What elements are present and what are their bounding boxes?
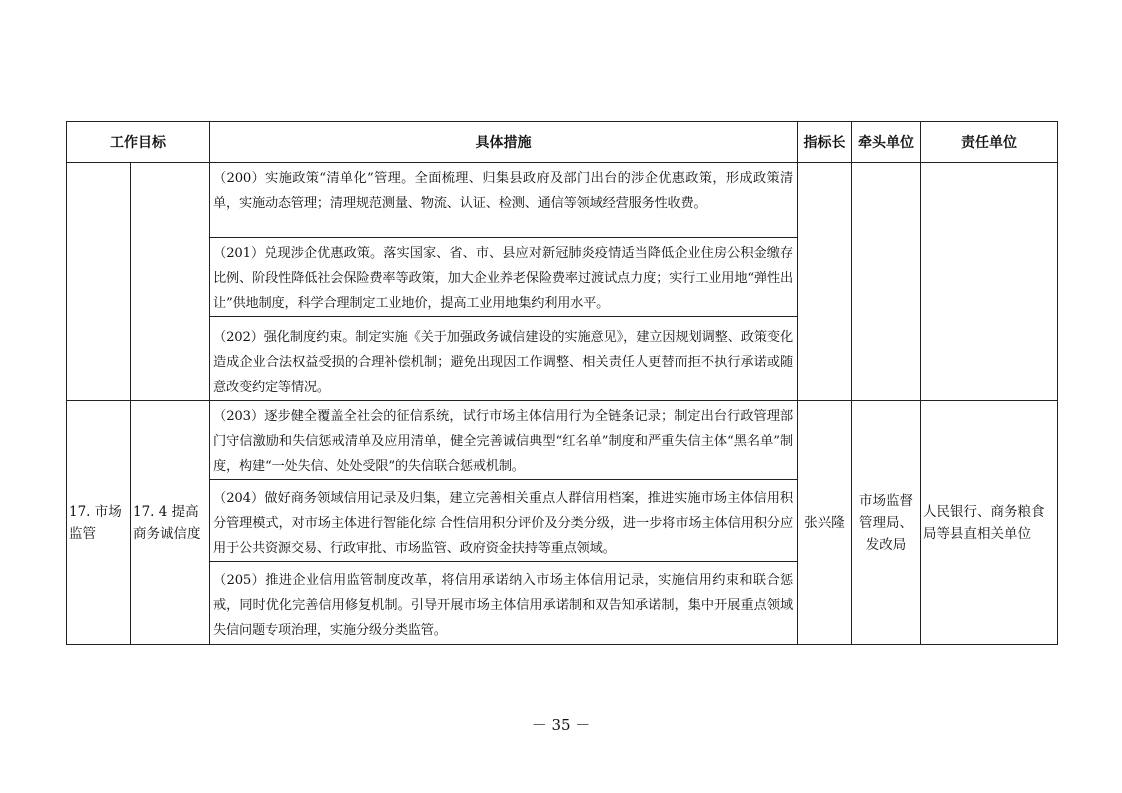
measure-203: （203）逐步健全覆盖全社会的征信系统，试行市场主体信用行为全链条记录；制定出台行政管理部门守信激励和失信惩戒清单及应用清单，健全完善诚信典型“红名单”制度和严重失信主体“黑名单”制度，构建“一处失信、处处受限”的失信联合惩戒机制。 bbox=[210, 401, 798, 480]
header-lead: 指标长 bbox=[798, 122, 852, 163]
subgoal-cell: 17. 4 提高商务诚信度 bbox=[131, 401, 210, 645]
table-row bbox=[67, 163, 1058, 238]
page-number: － 35 － bbox=[531, 716, 591, 734]
header-responsible-unit: 责任单位 bbox=[921, 122, 1058, 163]
measure-202: （202）强化制度约束。制定实施《关于加强政务诚信建设的实施意见》，建立因规划调整、政策变化造成企业合法权益受损的合理补偿机制；避免出现因工作调整、相关责任人更替而拒不执行承诺或随意改变约定等情况。 bbox=[210, 317, 798, 401]
lead-cell: 张兴隆 bbox=[798, 401, 852, 645]
header-goal: 工作目标 bbox=[67, 122, 210, 163]
measure-201: （201）兑现涉企优惠政策。落实国家、省、市、县应对新冠肺炎疫情适当降低企业住房公积金缴存比例、阶段性降低社会保险费率等政策，加大企业养老保险费率过渡试点力度；实行工业用地“弹性出让”供地制度，科学合理制定工业地价，提高工业用地集约利用水平。 bbox=[210, 238, 798, 317]
subgoal-cell-empty bbox=[131, 163, 210, 401]
measure-205: （205）推进企业信用监管制度改革，将信用承诺纳入市场主体信用记录，实施信用约束和联合惩戒，同时优化完善信用修复机制。引导开展市场主体信用承诺制和双告知承诺制，集中开展重点领域失信问题专项治理，实施分级分类监管。 bbox=[210, 562, 798, 645]
goal-cell: 17. 市场监管 bbox=[67, 401, 131, 645]
lead-cell-empty bbox=[798, 163, 852, 401]
measures-table bbox=[66, 121, 1058, 645]
measure-200: （200）实施政策“清单化”管理。全面梳理、归集县政府及部门出台的涉企优惠政策，形成政策清单，实施动态管理；清理规范测量、物流、认证、检测、通信等领域经营服务性收费。 bbox=[210, 163, 798, 238]
header-measures: 具体措施 bbox=[210, 122, 798, 163]
header-leading-unit: 牵头单位 bbox=[852, 122, 921, 163]
responsible-unit-cell: 人民银行、商务粮食局等县直相关单位 bbox=[921, 401, 1058, 645]
goal-cell-empty bbox=[67, 163, 131, 401]
leading-unit-cell-empty bbox=[852, 163, 921, 401]
table-row bbox=[67, 401, 1058, 480]
measure-204: （204）做好商务领域信用记录及归集，建立完善相关重点人群信用档案，推进实施市场主体信用积分管理模式，对市场主体进行智能化综 合性信用积分评价及分类分级，进一步将市场主体信用积分应用于公共资源交易、行政审批、市场监管、政府资金扶持等重点领域。 bbox=[210, 480, 798, 562]
responsible-unit-cell-empty bbox=[921, 163, 1058, 401]
leading-unit-cell: 市场监督管理局、发改局 bbox=[852, 401, 921, 645]
header-row bbox=[67, 122, 1058, 163]
